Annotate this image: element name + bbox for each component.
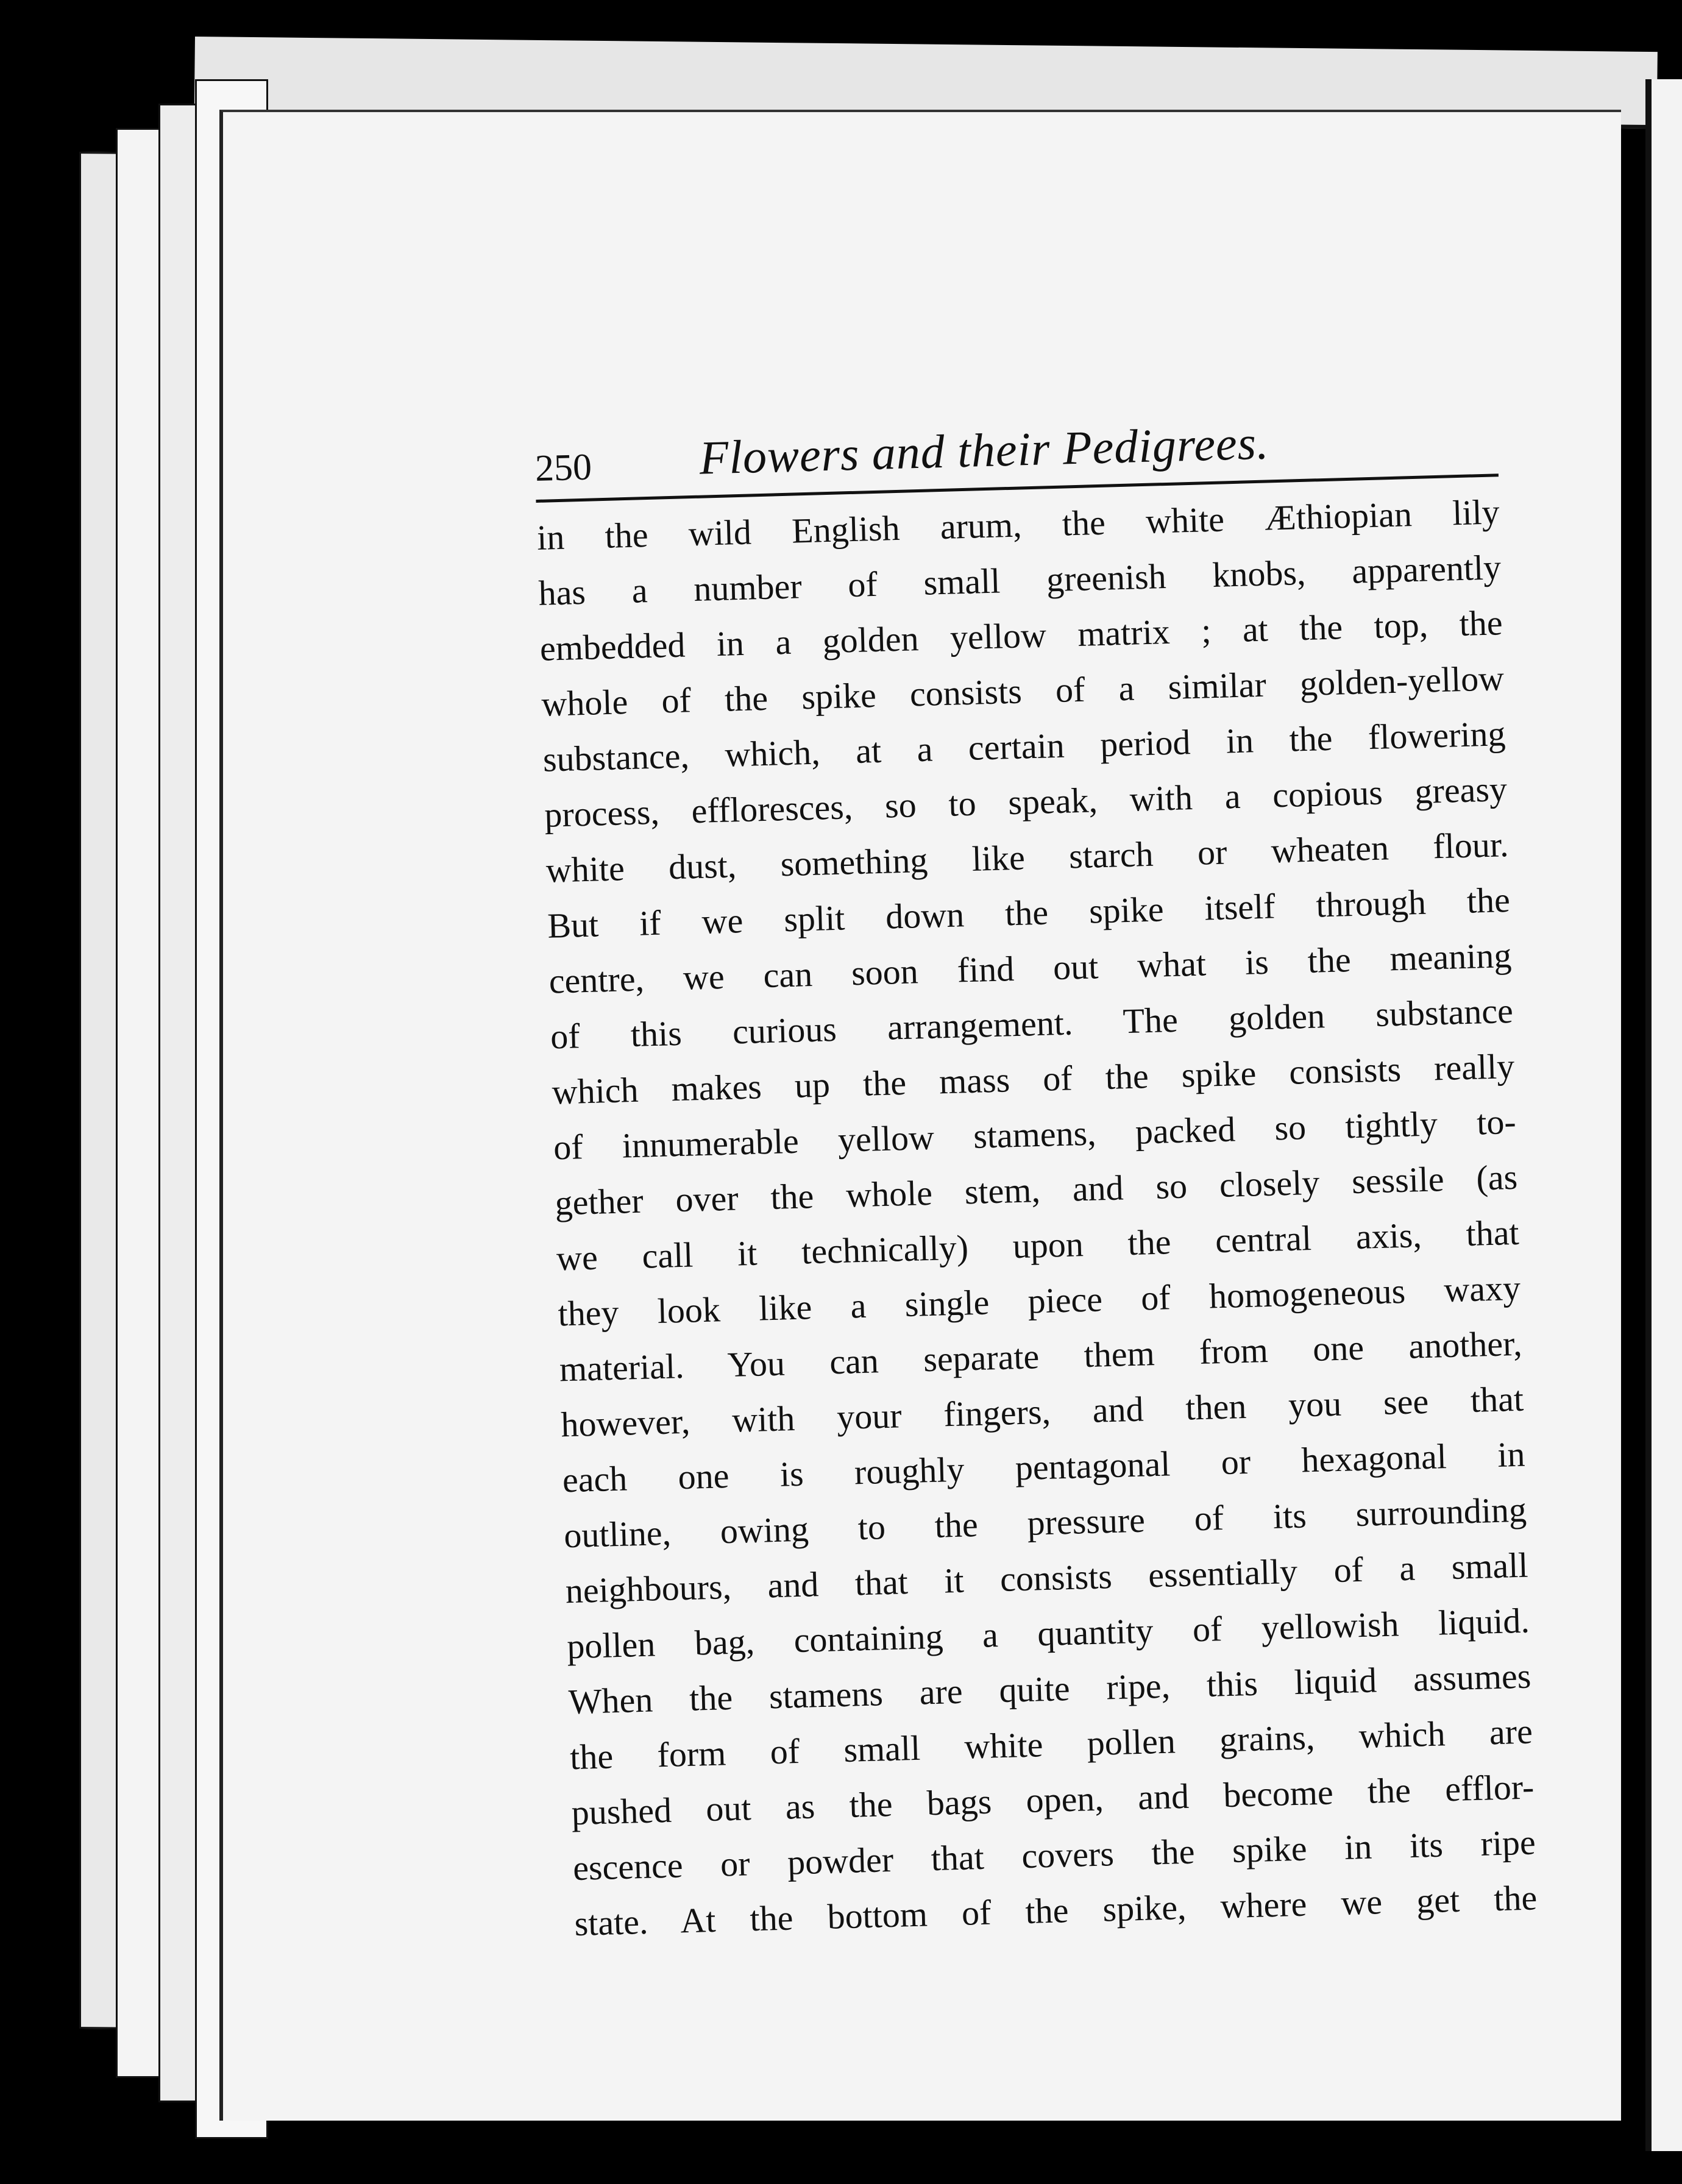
text-line: has a number of small greenish knobs, apparently	[538, 547, 1502, 613]
text-line: gether over the whole stem, and so closely sessile (as	[554, 1157, 1518, 1223]
text-line: process, effloresces, so to speak, with a copious greasy	[544, 769, 1508, 835]
text-line: whole of the spike consists of a similar golden-yellow	[541, 658, 1505, 724]
text-line: outline, owing to the pressure of its surrounding	[563, 1489, 1527, 1556]
text-line: each one is roughly pentagonal or hexagonal in	[562, 1434, 1526, 1500]
body-text	[536, 484, 1538, 1951]
text-line: white dust, something like starch or wheaten flour.	[545, 824, 1510, 890]
text-line: however, with your fingers, and then you see that	[560, 1378, 1524, 1445]
text-line: of this curious arrangement. The golden substance	[550, 990, 1514, 1057]
text-line: which makes up the mass of the spike consists really	[551, 1046, 1516, 1112]
text-line: escence or powder that covers the spike in its ripe	[572, 1822, 1536, 1888]
text-line: they look like a single piece of homogeneous waxy	[557, 1268, 1521, 1334]
text-line: pollen bag, containing a quantity of yellowish liquid.	[566, 1600, 1530, 1667]
page-number: 250	[534, 446, 592, 489]
text-line: the form of small white pollen grains, which are	[569, 1711, 1533, 1778]
text-line: substance, which, at a certain period in the flowering	[542, 714, 1506, 779]
text-line: centre, we can soon find out what is the meaning	[548, 935, 1513, 1001]
text-line: we call it technically) upon the central axis, that	[556, 1212, 1520, 1278]
running-head	[534, 397, 1499, 496]
book-page	[219, 110, 1621, 2121]
text-block	[534, 397, 1538, 1951]
text-line: When the stamens are quite ripe, this liquid assumes	[567, 1656, 1532, 1722]
facing-page-edge	[1645, 79, 1682, 2151]
text-line: in the wild English arum, the white Æthiopian lily	[536, 492, 1500, 558]
text-line: pushed out as the bags open, and become the efflor-	[570, 1767, 1535, 1833]
running-title: Flowers and their Pedigrees.	[698, 416, 1270, 484]
text-line: state. At the bottom of the spike, where we get the	[573, 1877, 1538, 1944]
text-line: embedded in a golden yellow matrix ; at the top, the	[539, 603, 1503, 668]
text-line: neighbours, and that it consists essentially of a small	[564, 1545, 1529, 1611]
text-line: But if we split down the spike itself through the	[547, 879, 1511, 946]
text-line: of innumerable yellow stamens, packed so tightly to-	[553, 1101, 1517, 1168]
text-line: material. You can separate them from one another,	[559, 1323, 1523, 1389]
